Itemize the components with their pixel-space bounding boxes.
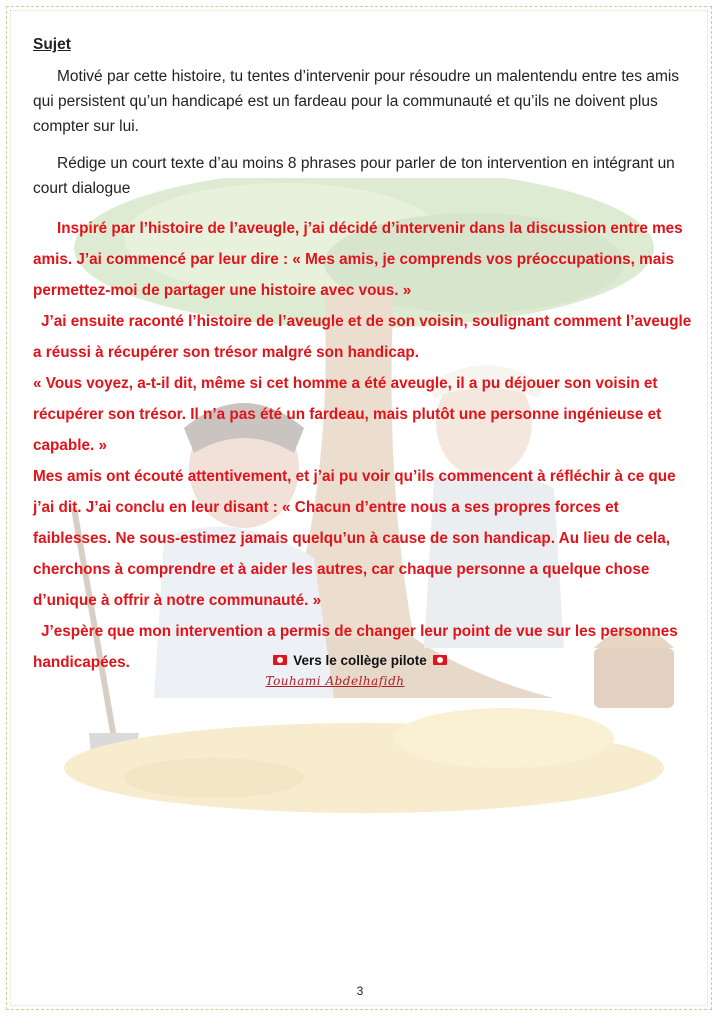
brand-line bbox=[273, 653, 447, 668]
signature-block bbox=[0, 652, 720, 688]
instruction-paragraph: Rédige un court texte d’au moins 8 phrases pour parler de ton intervention en intégrant un court dialogue bbox=[33, 155, 675, 197]
page-number: 3 bbox=[356, 984, 364, 998]
author-signature: Touhami Abdelhafidh bbox=[265, 674, 405, 688]
answer-paragraph: J’ai ensuite raconté l’histoire de l’aveugle et de son voisin, soulignant comment l’aveugle a réussi à récupérer son trésor malgré son handicap. bbox=[33, 313, 692, 361]
answer-paragraph: Inspiré par l’histoire de l’aveugle, j’ai décidé d’intervenir dans la discussion entre mes amis. J’ai commencé par leur dire : « Mes amis, je comprends vos préoccupations, mais permettez-moi de partager une histoire avec vous. » bbox=[33, 220, 683, 299]
document-body bbox=[33, 36, 693, 678]
tunisia-flag-icon bbox=[433, 655, 447, 665]
subject-title: Sujet bbox=[33, 36, 71, 53]
answer-paragraph: Mes amis ont écouté attentivement, et j’ai pu voir qu’ils commencent à réfléchir à ce que j’ai dit. J’ai conclu en leur disant : « Chacun d’entre nous a ses propres forces et faiblesses. Ne sous-estimez jamais quelqu’un à cause de son handicap. Au lieu de cela, cherchons à comprendre et à aider les autres, car chaque personne a quelque chose d’unique à offrir à notre communauté. » bbox=[33, 468, 676, 609]
answer-paragraph: J’espère que mon intervention a permis de changer leur point de vue sur les personnes handicapées. bbox=[33, 623, 678, 671]
instruction-paragraph: Motivé par cette histoire, tu tentes d’intervenir pour résoudre un malentendu entre tes amis qui persistent qu’un handicapé est un fardeau pour la communauté et qu’ils ne doivent plus compter sur lui. bbox=[33, 68, 680, 135]
tunisia-flag-icon bbox=[273, 655, 287, 665]
answer-text bbox=[33, 213, 693, 678]
answer-paragraph: « Vous voyez, a-t-il dit, même si cet homme a été aveugle, il a pu déjouer son voisin et récupérer son trésor. Il n’a pas été un fardeau, mais plutôt une personne ingénieuse et capable. » bbox=[33, 375, 662, 454]
brand-label: Vers le collège pilote bbox=[293, 652, 427, 668]
